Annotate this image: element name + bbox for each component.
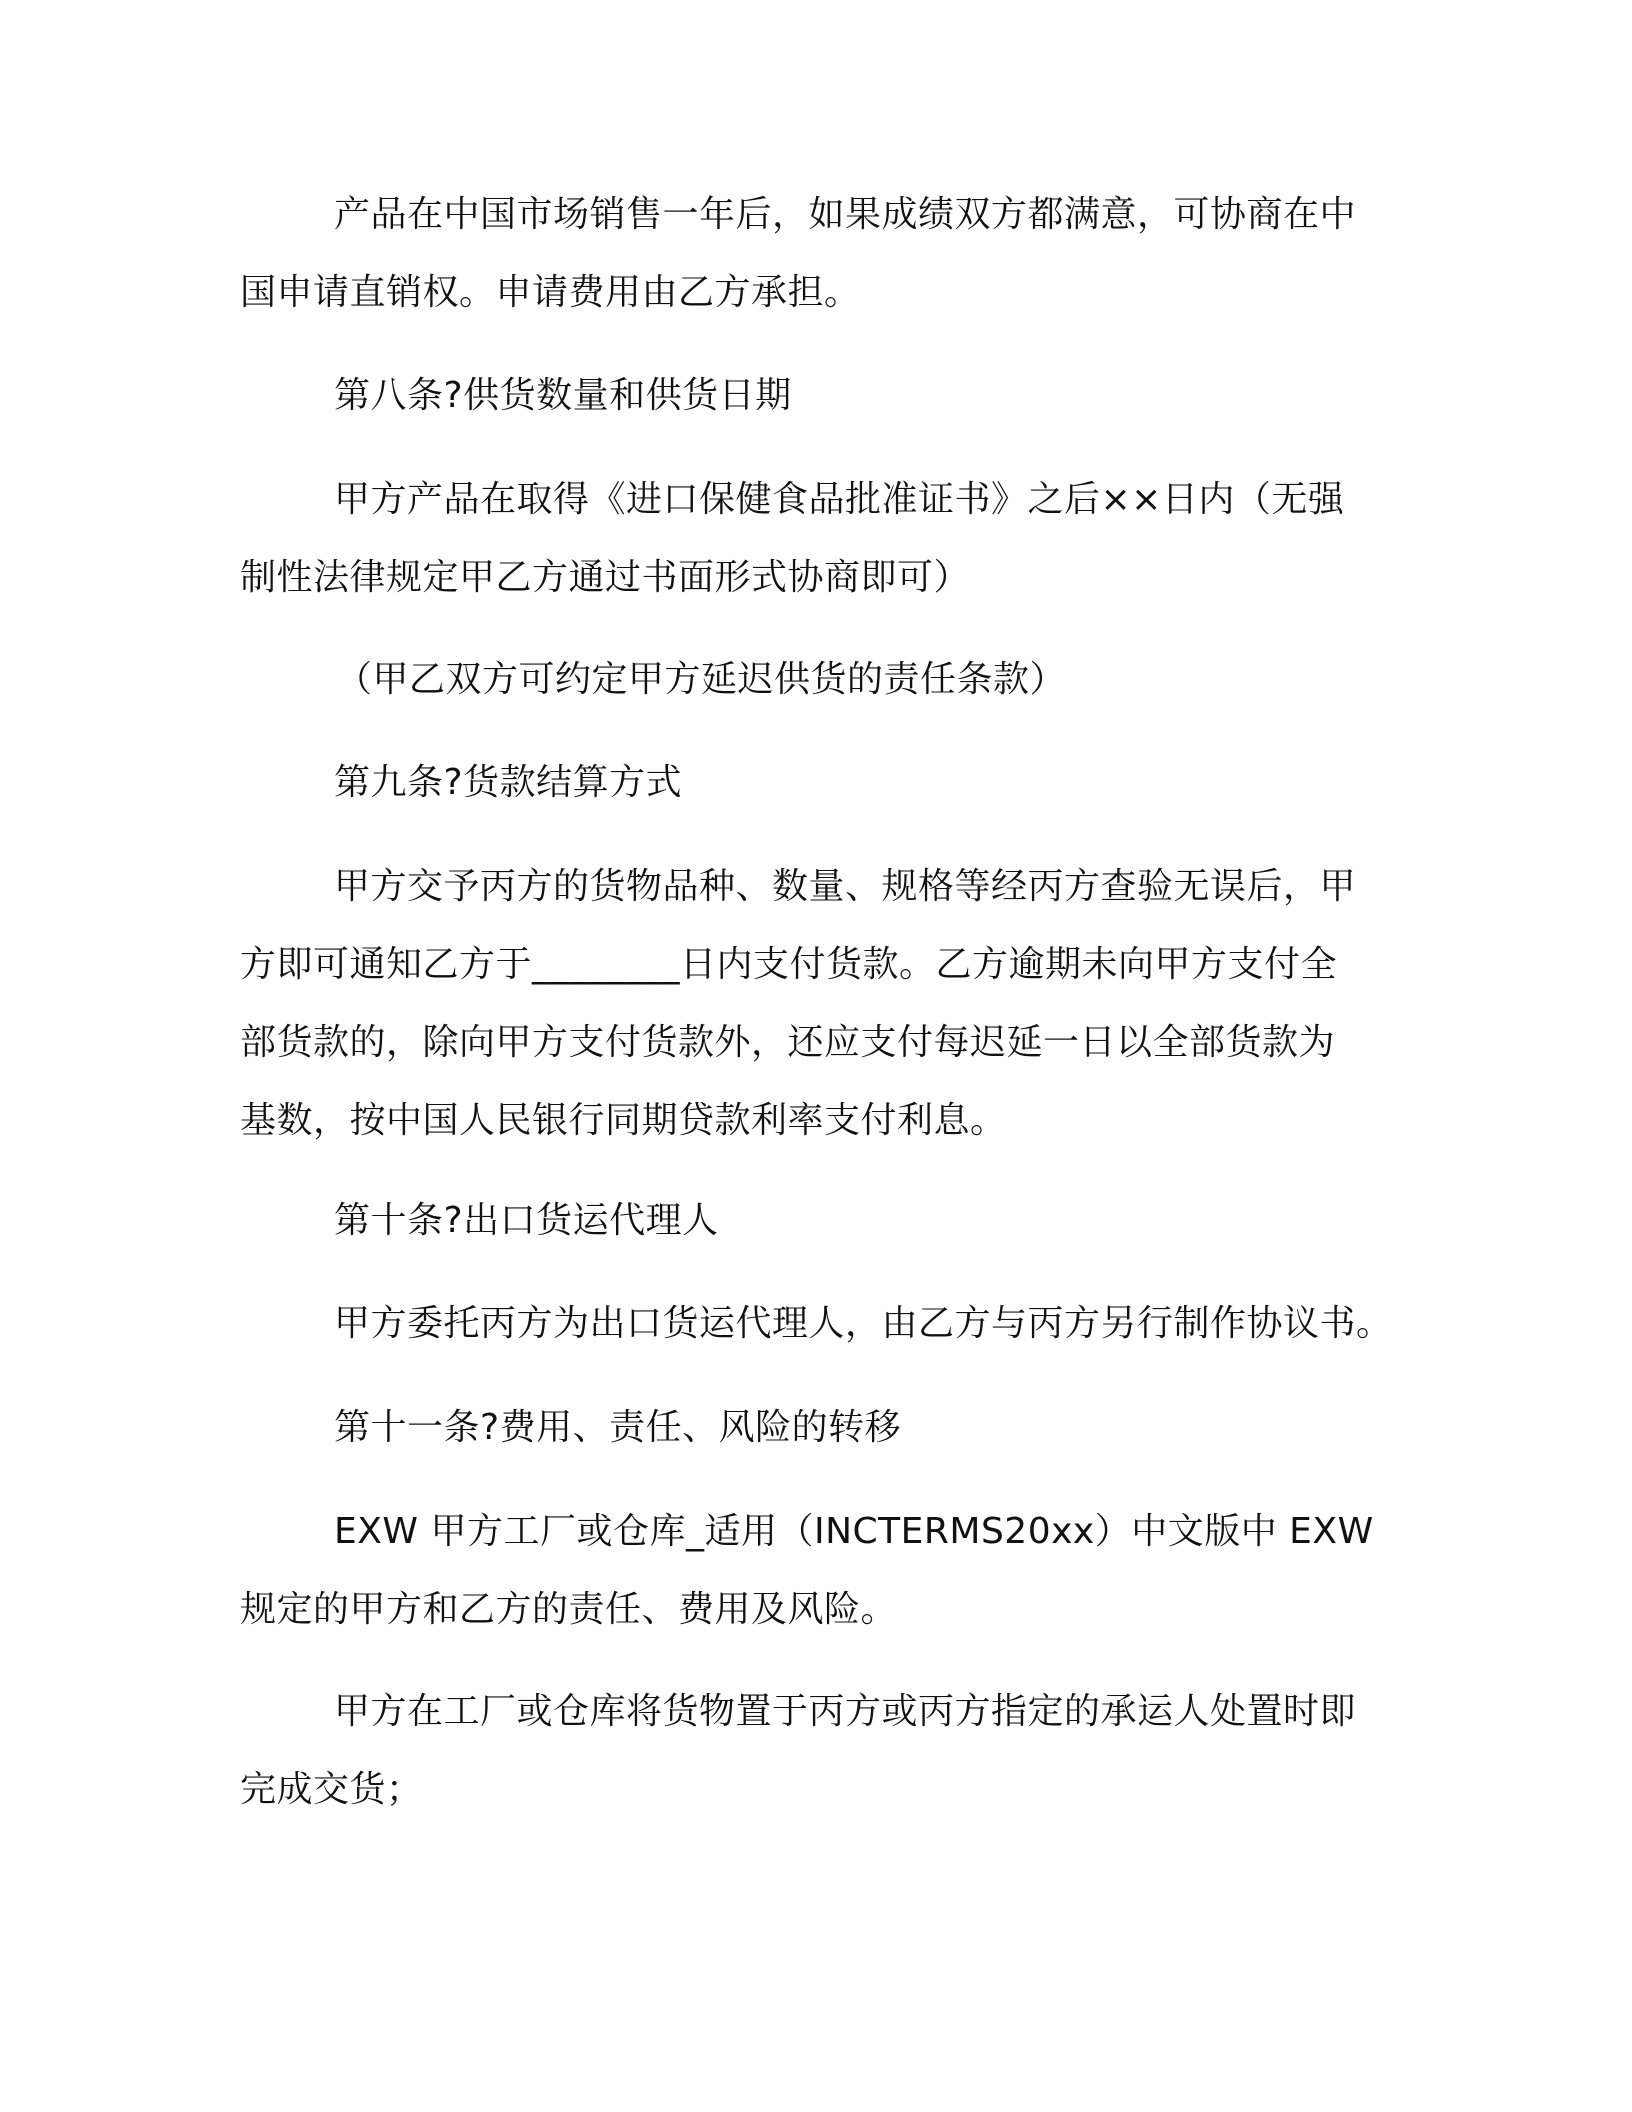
article-8-heading bbox=[240, 357, 1390, 435]
paragraph-line: 制性法律规定甲乙方通过书面形式协商即可） bbox=[240, 557, 971, 598]
paragraph-exw bbox=[240, 1493, 1390, 1649]
heading-text: 第十条?出口货运代理人 bbox=[334, 1200, 719, 1241]
paragraph-freight-agent bbox=[240, 1285, 1393, 1363]
paragraph-line: 甲方交予丙方的货物品种、数量、规格等经丙方查验无误后，甲 bbox=[334, 866, 1357, 907]
paragraph-line: 国申请直销权。申请费用由乙方承担。 bbox=[240, 272, 861, 313]
paragraph-line: EXW 甲方工厂或仓库_适用（INCTERMS20xx）中文版中 EXW bbox=[334, 1511, 1374, 1552]
heading-text: 第十一条?费用、责任、风险的转移 bbox=[334, 1407, 902, 1448]
paragraph-delivery bbox=[240, 1673, 1390, 1829]
paragraph-line: 产品在中国市场销售一年后，如果成绩双方都满意，可协商在中 bbox=[334, 194, 1357, 235]
paragraph-line: 甲方在工厂或仓库将货物置于丙方或丙方指定的承运人处置时即 bbox=[334, 1691, 1357, 1732]
article-9-heading bbox=[240, 744, 1390, 822]
paragraph-line: 基数，按中国人民银行同期贷款利率支付利息。 bbox=[240, 1100, 1007, 1141]
paragraph-line: 方即可通知乙方于________日内支付货款。乙方逾期未向甲方支付全 bbox=[240, 944, 1338, 985]
paragraph-direct-sales bbox=[240, 176, 1390, 332]
paragraph-line: 部货款的，除向甲方支付货款外，还应支付每迟延一日以全部货款为 bbox=[240, 1022, 1336, 1063]
paragraph-delay-clause bbox=[240, 641, 1390, 719]
article-11-heading bbox=[240, 1389, 1390, 1467]
paragraph-line: （甲乙双方可约定甲方延迟供货的责任条款） bbox=[336, 659, 1067, 700]
paragraph-line: 规定的甲方和乙方的责任、费用及风险。 bbox=[240, 1589, 898, 1630]
paragraph-line: 甲方产品在取得《进口保健食品批准证书》之后××日内（无强 bbox=[334, 479, 1345, 520]
paragraph-line: 甲方委托丙方为出口货运代理人，由乙方与丙方另行制作协议书。 bbox=[334, 1303, 1393, 1344]
paragraph-line: 完成交货； bbox=[240, 1769, 423, 1810]
heading-text: 第九条?货款结算方式 bbox=[334, 762, 683, 803]
paragraph-payment bbox=[240, 848, 1390, 1160]
article-10-heading bbox=[240, 1182, 1390, 1260]
paragraph-supply-date bbox=[240, 461, 1390, 617]
heading-text: 第八条?供货数量和供货日期 bbox=[334, 375, 792, 416]
